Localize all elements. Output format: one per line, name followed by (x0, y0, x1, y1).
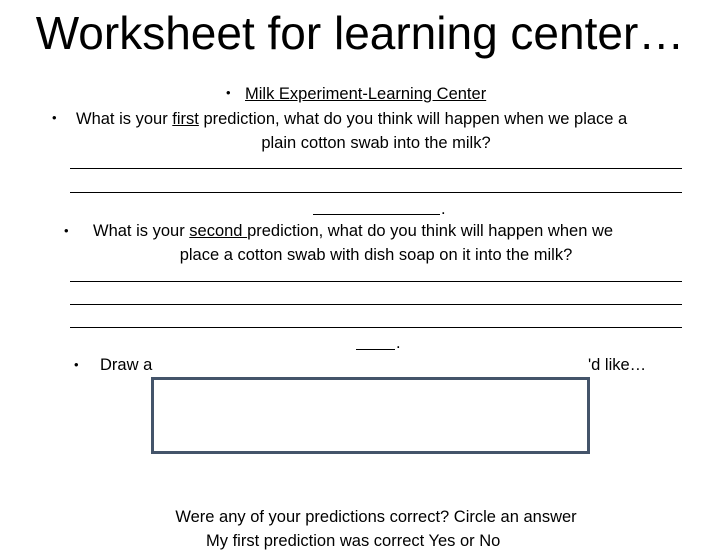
bullet-q1: • (52, 110, 57, 125)
answer-line-q2-2[interactable] (70, 304, 682, 305)
q1-text-post: prediction, what do you think will happen when we place a (198, 110, 628, 128)
q2-text-post: prediction, what do you think will happen when we (247, 222, 614, 240)
worksheet-heading (245, 84, 486, 104)
question-5: My first prediction was correct Yes or No (206, 532, 501, 550)
answer-line-q2-4[interactable] (356, 349, 395, 350)
bullet-heading: • (226, 85, 231, 100)
q1-text-pre: What is your (76, 110, 173, 128)
question-1-line-1 (76, 109, 627, 129)
answer-line-q2-3[interactable] (70, 327, 682, 328)
bullet-q3: • (74, 357, 79, 372)
q2-emphasis: second (189, 222, 248, 240)
question-3-start: Draw a (100, 356, 153, 374)
heading-text: Milk Experiment-Learning Center (245, 85, 487, 103)
answer-line-q2-1[interactable] (70, 281, 682, 282)
question-2-line-2: place a cotton swab with dish soap on it into the milk? (179, 246, 573, 264)
answer-line-q1-2[interactable] (70, 192, 682, 193)
bullet-q2: • (64, 223, 69, 238)
question-3-end: 'd like… (588, 356, 647, 374)
answer-line-q1-1[interactable] (70, 168, 682, 169)
q2-text-pre: What is your (93, 222, 190, 240)
q1-period: . (441, 200, 446, 218)
q1-emphasis: first (172, 110, 199, 128)
question-1-line-2: plain cotton swab into the milk? (261, 134, 491, 152)
q2-period: . (396, 334, 401, 352)
drawing-box[interactable] (151, 377, 590, 454)
question-4: Were any of your predictions correct? Circle an answer (175, 508, 577, 526)
page-title: Worksheet for learning center… (35, 7, 685, 59)
question-2-line-1 (93, 221, 613, 241)
answer-line-q1-3[interactable] (313, 214, 440, 215)
